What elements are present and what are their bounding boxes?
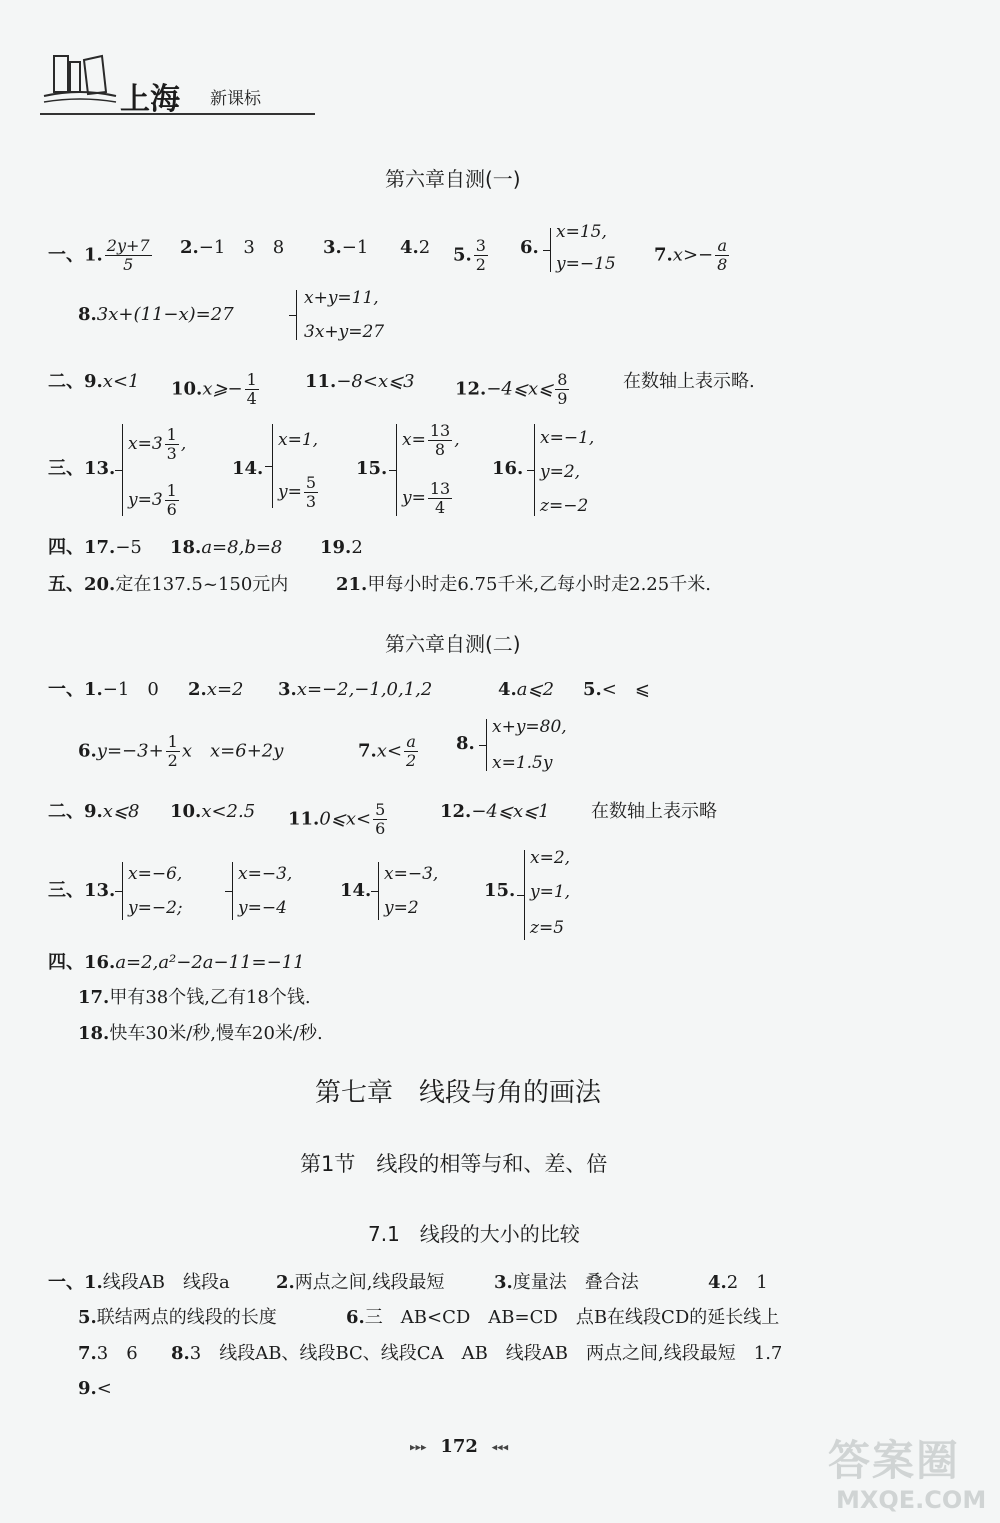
answer-row [48, 679, 868, 703]
equation-line: y=−2; [128, 898, 183, 918]
question-number: 3. [494, 1272, 513, 1293]
answer-text: 甲有38个钱,乙有18个钱. [109, 987, 311, 1008]
answer-text: x=2 [206, 679, 244, 700]
equation-line: x+y=11, [304, 288, 379, 308]
answer-row: 三、13. x=3 $\frac{1}{3}$ , y=3 $\frac{1}{6}$ 14. x=1, y= $\frac{5}{3}$ 15. x= $\frac{13}{8}$ , y= $\frac{13}{4}$ 16. x=−1, y=2, z=−2 [48, 421, 595, 519]
question-number: 四、16. [48, 952, 116, 973]
brace [296, 290, 297, 340]
question-number: 10. [171, 378, 203, 400]
question-number: 4. [498, 679, 517, 700]
question-number: 18. [78, 1023, 110, 1044]
answer-row [48, 952, 868, 976]
question-number: 2. [188, 679, 207, 700]
header-rule [40, 113, 315, 115]
question-number: 3. [278, 679, 297, 700]
equation-line: y=2 [384, 898, 419, 918]
answer-row [48, 1343, 928, 1367]
answer-text: 甲每小时走6.75千米,乙每小时走2.25千米. [367, 574, 711, 595]
brand-title: 上海 [120, 82, 180, 117]
question-number: 6. [346, 1307, 365, 1328]
answer-row [48, 1378, 248, 1402]
question-number: 8. [456, 733, 475, 754]
question-number: 11. [288, 808, 320, 830]
question-number: 10. [170, 801, 202, 822]
answer-row [48, 1023, 868, 1047]
answer-text: x=−2,−1,0,1,2 [296, 679, 433, 700]
answer-row [48, 1307, 928, 1331]
question-number: 4. [400, 237, 419, 258]
fraction: $\frac{5}{6}$ [375, 800, 386, 838]
question-number: 12. [455, 378, 487, 400]
answer-text: x<2.5 [201, 801, 256, 822]
watermark-site: MXQE.COM [836, 1486, 987, 1514]
equation-line: y= [402, 488, 426, 508]
answer-text: −5 [115, 537, 142, 558]
answer-text: a=2,a²−2a−11=−11 [115, 952, 305, 973]
chapter-title: 第七章 线段与角的画法 [315, 1078, 602, 1108]
question-number: 6. [78, 740, 97, 762]
question-number: 一、1. [48, 1272, 103, 1293]
question-number: 四、17. [48, 537, 116, 558]
answer-text: < [96, 1378, 112, 1399]
brace [396, 424, 397, 516]
answer-text: x x=6+2y [181, 740, 284, 762]
question-number: 14. [340, 880, 372, 901]
question-number: 二、9. [48, 801, 103, 822]
equation-line: y=−15 [556, 254, 616, 274]
section-title-test-2: 第六章自测(二) [385, 632, 521, 656]
answer-text: 快车30米/秒,慢车20米/秒. [109, 1023, 323, 1044]
question-number: 15. [356, 458, 388, 479]
answer-text: −1 [341, 237, 369, 258]
question-number: 12. [440, 801, 472, 822]
fraction: $\frac{1}{2}$ [167, 732, 178, 770]
question-number: 19. [320, 537, 352, 558]
section-title-test-1: 第六章自测(一) [385, 167, 521, 191]
equation-line: y=−4 [238, 898, 287, 918]
question-number: 18. [170, 537, 202, 558]
answer-text: 联结两点的线段的长度 [96, 1307, 277, 1328]
brace [122, 862, 123, 920]
answer-text: 在数轴上表示略 [591, 801, 717, 822]
equation-line: x+y=80, [492, 717, 567, 737]
answer-text: x< [376, 740, 403, 762]
answer-text: 2 1 [726, 1272, 768, 1293]
question-number: 8. [171, 1343, 190, 1364]
question-number: 一、1. [48, 244, 103, 266]
question-number: 15. [484, 880, 516, 901]
answer-row [48, 537, 848, 561]
question-number: 21. [336, 574, 368, 595]
fraction: $\frac{1}{4}$ [246, 370, 257, 408]
question-number: 三、13. [48, 458, 116, 479]
equation-line: x=1, [278, 430, 319, 450]
answer-text: y=−3+ [96, 740, 164, 762]
answer-row [48, 1272, 888, 1296]
brace [122, 424, 123, 516]
equation-line: y= [278, 482, 302, 502]
answer-text: a⩽2 [516, 679, 555, 700]
equation-line: x=−3, [384, 864, 439, 884]
answer-text: 3x+(11−x)=27 [96, 304, 234, 325]
answer-text: −1 3 8 [198, 237, 285, 258]
answer-text: 三 AB<CD AB=CD 点B在线段CD的延长线上 [364, 1307, 780, 1328]
question-number: 6. [520, 237, 539, 258]
question-number: 7. [78, 1343, 97, 1364]
question-number: 五、20. [48, 574, 116, 595]
answer-text: 线段AB 线段a [102, 1272, 230, 1293]
page-footer [410, 1436, 508, 1457]
arrow-right-icon: ▸▸▸ [410, 1440, 427, 1454]
answer-row [48, 288, 808, 344]
question-number: 17. [78, 987, 110, 1008]
answer-row [48, 792, 868, 838]
answer-text: −4⩽x⩽ [486, 378, 554, 400]
answer-text: 0⩽x< [319, 808, 372, 830]
page-number: 172 [440, 1436, 478, 1457]
answer-text: 定在137.5~150元内 [115, 574, 289, 595]
answer-text: 在数轴上表示略. [623, 371, 755, 392]
brace [272, 424, 273, 508]
equation-line: y=2, [540, 462, 581, 482]
answer-row [48, 574, 868, 598]
book-logo-icon [40, 52, 120, 108]
answer-text: 两点之间,线段最短 [294, 1272, 445, 1293]
equation-line: y=3 [128, 490, 163, 510]
fraction: $\frac{a}{2}$ [406, 732, 417, 770]
answer-row [48, 717, 868, 773]
answer-text: x>− [672, 244, 714, 266]
brace [550, 228, 551, 272]
answer-text: a=8,b=8 [201, 537, 283, 558]
answer-text: < ⩽ [601, 679, 650, 700]
brace [524, 850, 525, 940]
arrow-left-icon: ◂◂◂ [491, 1440, 509, 1454]
brand-subtitle: 新课标 [210, 89, 261, 109]
answer-text: 2 [351, 537, 363, 558]
equation-line: x=−1, [540, 428, 595, 448]
subsection-heading: 7.1 线段的大小的比较 [368, 1222, 580, 1246]
question-number: 7. [358, 740, 377, 762]
question-number: 3. [323, 237, 342, 258]
equation-line: 3x+y=27 [304, 322, 385, 342]
answer-text: x<1 [102, 371, 140, 392]
answer-row [48, 362, 848, 408]
equation-line: x=−6, [128, 864, 183, 884]
answer-text: x⩾− [202, 378, 243, 400]
question-number: 5. [78, 1307, 97, 1328]
answer-text: −1 0 [102, 679, 159, 700]
equation-line: z=5 [530, 918, 565, 938]
equation-line: x=1.5y [492, 753, 553, 773]
question-number: 一、1. [48, 679, 103, 700]
equation-line: x=15, [556, 222, 607, 242]
brace [378, 862, 379, 920]
question-number: 14. [232, 458, 264, 479]
fraction: $\frac{a}{8}$ [717, 236, 728, 274]
question-number: 11. [305, 371, 337, 392]
equation-line: y=1, [530, 882, 571, 902]
question-number: 5. [453, 244, 472, 266]
question-number: 9. [78, 1378, 97, 1399]
question-number: 5. [583, 679, 602, 700]
equation-line: x= [402, 430, 426, 450]
fraction: $\frac{8}{9}$ [557, 370, 568, 408]
answer-text: 3 6 [96, 1343, 138, 1364]
equation-line: x=2, [530, 848, 571, 868]
answer-text: 3 线段AB、线段BC、线段CA AB 线段AB 两点之间,线段最短 1.7 [189, 1343, 783, 1364]
question-number: 二、9. [48, 371, 103, 392]
brace [486, 719, 487, 771]
answer-text: −8<x⩽3 [336, 371, 415, 392]
equation-line: z=−2 [540, 496, 589, 516]
answer-row [48, 848, 868, 942]
answer-text: 度量法 叠合法 [512, 1272, 639, 1293]
question-number: 7. [654, 244, 673, 266]
question-number: 三、13. [48, 880, 116, 901]
brace [534, 424, 535, 516]
fraction: $\frac{3}{2}$ [475, 236, 486, 274]
question-number: 16. [492, 458, 524, 479]
brace [232, 862, 233, 920]
answer-row [48, 222, 808, 274]
equation-line: x=−3, [238, 864, 293, 884]
answer-text: −4⩽x⩽1 [471, 801, 550, 822]
question-number: 2. [276, 1272, 295, 1293]
question-number: 8. [78, 304, 97, 325]
answer-row [48, 987, 868, 1011]
fraction: $\frac{2y+7}{5}$ [106, 236, 150, 274]
answer-text: 2 [418, 237, 431, 258]
question-number: 4. [708, 1272, 727, 1293]
answer-text: x⩽8 [102, 801, 140, 822]
watermark-logo: 答案圈 [828, 1436, 961, 1485]
question-number: 2. [180, 237, 199, 258]
section-heading: 第1节 线段的相等与和、差、倍 [300, 1152, 608, 1176]
equation-line: x=3 [128, 434, 163, 454]
